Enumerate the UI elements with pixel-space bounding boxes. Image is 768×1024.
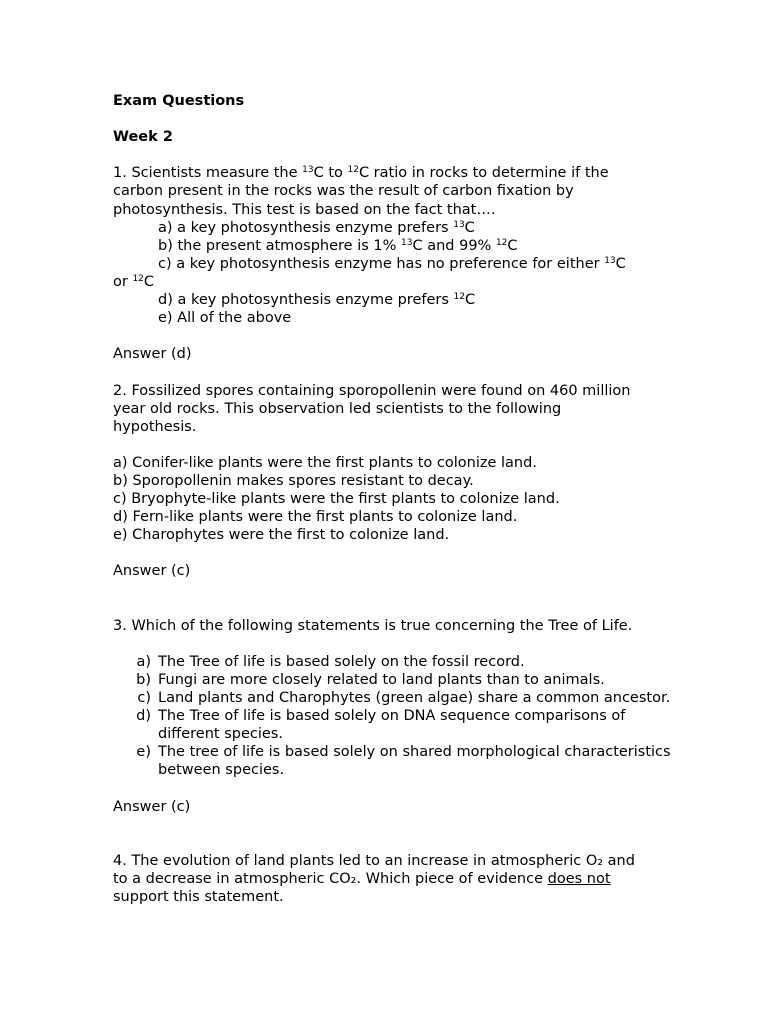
q3-option-text: Land plants and Charophytes (green algae) share a common ancestor. bbox=[158, 690, 671, 707]
q3-option-letter: a) bbox=[136, 653, 151, 670]
q2-option-a: a) Conifer-like plants were the first plants to colonize land. bbox=[113, 454, 537, 471]
q2-option-e: e) Charophytes were the first to colonize land. bbox=[113, 527, 450, 544]
q3-stem: 3. Which of the following statements is true concerning the Tree of Life. bbox=[113, 617, 633, 634]
q1-stem-line-3: photosynthesis. This test is based on the fact that…. bbox=[113, 201, 496, 218]
document-title: Exam Questions bbox=[113, 93, 245, 109]
question-2 bbox=[113, 382, 673, 581]
q2-stem-line-2: year old rocks. This observation led scientists to the following bbox=[113, 400, 562, 417]
q2-answer: Answer (c) bbox=[113, 563, 191, 580]
q3-option-b bbox=[113, 671, 673, 689]
q1-option-b: b) the present atmosphere is 1% $^{13}$C and 99% $^{12}$C bbox=[158, 237, 518, 254]
q2-option-b: b) Sporopollenin makes spores resistant to decay. bbox=[113, 472, 474, 489]
q1-stem-line-1: 1. Scientists measure the $^{13}$C to $^{12}$C ratio in rocks to determine if the bbox=[113, 165, 609, 182]
q4-line-2: to a decrease in atmospheric CO₂. Which piece of evidence does not bbox=[113, 871, 611, 888]
q2-option-c: c) Bryophyte-like plants were the first plants to colonize land. bbox=[113, 491, 560, 508]
question-3 bbox=[113, 617, 673, 816]
q3-option-letter: c) bbox=[137, 690, 151, 707]
q1-option-c: c) a key photosynthesis enzyme has no preference for either $^{13}$C bbox=[158, 255, 626, 272]
week-heading: Week 2 bbox=[113, 129, 173, 146]
q3-option-text: Fungi are more closely related to land plants than to animals. bbox=[158, 672, 605, 688]
q1-answer: Answer (d) bbox=[113, 346, 192, 363]
q2-option-d: d) Fern-like plants were the first plants to colonize land. bbox=[113, 509, 518, 526]
q3-option-letter: b) bbox=[136, 672, 151, 688]
q1-option-d: d) a key photosynthesis enzyme prefers $^{12}$C bbox=[158, 292, 476, 309]
underlined-phrase: does not bbox=[547, 871, 611, 888]
q1-option-a: a) a key photosynthesis enzyme prefers $^{13}$C bbox=[158, 219, 475, 236]
q3-option-a bbox=[113, 653, 673, 671]
document-page bbox=[113, 92, 673, 906]
question-4 bbox=[113, 852, 673, 906]
question-1 bbox=[113, 164, 673, 363]
q3-option-text: The tree of life is based solely on shared morphological characteristics between species. bbox=[158, 744, 671, 779]
q2-stem-line-1: 2. Fossilized spores containing sporopollenin were found on 460 million bbox=[113, 382, 631, 399]
q4-line-3: support this statement. bbox=[113, 889, 284, 906]
q3-option-text: The Tree of life is based solely on DNA sequence comparisons of different species. bbox=[158, 708, 626, 743]
q3-option-letter: d) bbox=[136, 708, 151, 725]
q2-stem-line-3: hypothesis. bbox=[113, 418, 197, 435]
q3-option-text: The Tree of life is based solely on the fossil record. bbox=[158, 653, 525, 670]
q1-stem-line-2: carbon present in the rocks was the result of carbon fixation by bbox=[113, 183, 574, 200]
q3-answer: Answer (c) bbox=[113, 798, 191, 815]
q3-option-c bbox=[113, 689, 673, 707]
q3-option-d bbox=[113, 707, 673, 743]
q1-option-c-continued: or $^{12}$C bbox=[113, 273, 155, 290]
q4-line-1: 4. The evolution of land plants led to an increase in atmospheric O₂ and bbox=[113, 852, 635, 869]
q1-option-e: e) All of the above bbox=[158, 310, 292, 327]
q3-option-letter: e) bbox=[136, 744, 151, 761]
q3-option-e bbox=[113, 743, 673, 779]
